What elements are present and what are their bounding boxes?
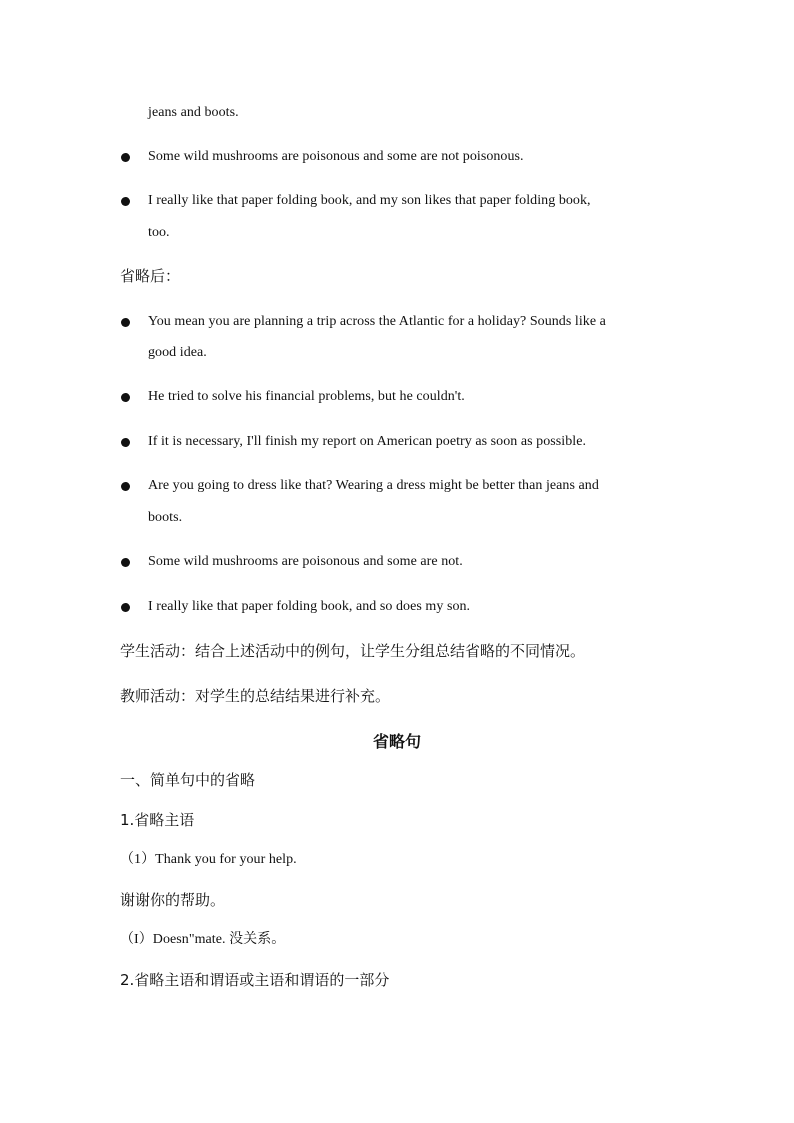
bullet-icon <box>121 197 130 206</box>
continuation-text: jeans and boots. <box>148 105 239 120</box>
omitted-example: I really like that paper folding book, and so does my son. <box>148 599 471 614</box>
example-text: （I）Doesn"mate. 没关系。 <box>120 932 286 947</box>
example-sentence: I really like that paper folding book, and my son likes that paper folding book, <box>148 193 591 208</box>
omitted-example: You mean you are planning a trip across the Atlantic for a holiday? Sounds like a <box>148 314 606 329</box>
translation-text: 谢谢你的帮助。 <box>120 891 226 909</box>
bullet-icon <box>121 558 130 567</box>
bullet-icon <box>121 153 130 162</box>
bullet-icon <box>121 482 130 491</box>
after-omission-label: 省略后： <box>120 267 181 285</box>
omitted-example: He tried to solve his financial problems, but he couldn't. <box>148 389 465 404</box>
example-text: （1）Thank you for your help. <box>120 852 297 867</box>
bullet-icon <box>121 603 130 612</box>
section-title: 省略句 <box>372 732 421 751</box>
subsection-heading: 2.省略主语和谓语或主语和谓语的一部分 <box>120 971 390 989</box>
section-heading: 一、简单句中的省略 <box>120 771 256 789</box>
bullet-icon <box>121 318 130 327</box>
bullet-icon <box>121 393 130 402</box>
omitted-example: Some wild mushrooms are poisonous and some are not. <box>148 554 463 569</box>
example-sentence: Some wild mushrooms are poisonous and some are not poisonous. <box>148 149 524 164</box>
omitted-example: Are you going to dress like that? Wearing a dress might be better than jeans and <box>148 478 599 493</box>
omitted-example-continuation: boots. <box>148 510 183 525</box>
subsection-heading: 1.省略主语 <box>120 811 195 829</box>
bullet-icon <box>121 438 130 447</box>
teacher-activity: 教师活动：对学生的总结结果进行补充。 <box>120 687 391 705</box>
example-sentence-continuation: too. <box>148 225 170 240</box>
student-activity: 学生活动：结合上述活动中的例句，让学生分组总结省略的不同情况。 <box>120 642 586 660</box>
omitted-example-continuation: good idea. <box>148 345 207 360</box>
omitted-example: If it is necessary, I'll finish my report on American poetry as soon as possible. <box>148 434 587 449</box>
